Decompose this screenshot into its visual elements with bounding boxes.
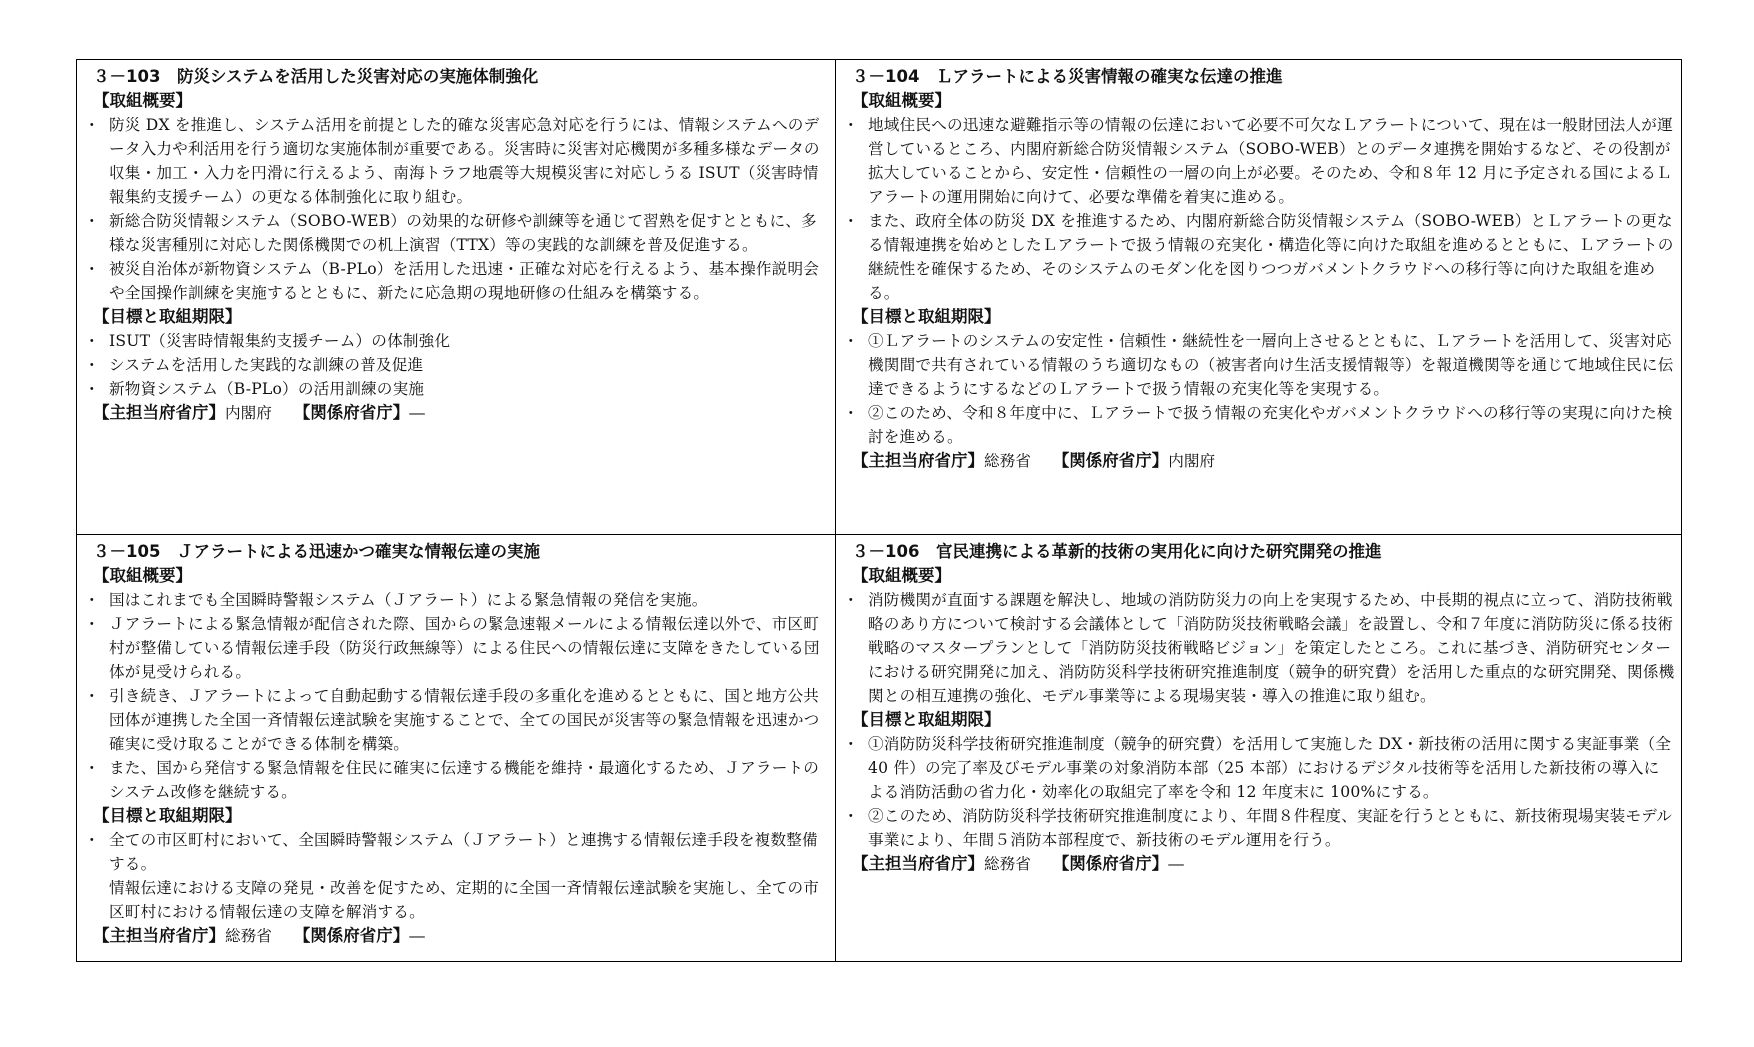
lead-ministry-label: 【主担当府省庁】 [852, 854, 984, 873]
goal-item: ・ ②このため、令和８年度中に、Ｌアラートで扱う情報の充実化やガバメントクラウドへの移行等の実現に向けた検討を進める。 [842, 401, 1675, 449]
overview-item: ・ また、政府全体の防災 DX を推進するため、内閣府新総合防災情報システム（SOBO-WEB）とＬアラートの更なる情報連携を始めとしたＬアラートで扱う情報の充実化・構造化等に向けた取組を進めるとともに、Ｌアラートの継続性を確保するため、そのシステムのモダン化を図りつつガバメントクラウドへの移行等に向けた取組を進める。 [842, 209, 1675, 305]
goals-heading: 【目標と取組期限】 [852, 307, 1001, 326]
lead-ministry-value: 内閣府 [225, 404, 272, 422]
lead-ministry-label: 【主担当府省庁】 [93, 403, 225, 422]
bullet-icon: ・ [84, 116, 100, 134]
bullet-icon: ・ [843, 404, 859, 422]
related-ministry-value: ― [1168, 855, 1184, 873]
bullet-icon: ・ [84, 212, 100, 230]
related-ministry-label: 【関係府省庁】 [1052, 854, 1169, 873]
related-ministry-value: ― [409, 927, 425, 945]
table-row [77, 60, 1682, 535]
bullet-icon: ・ [84, 260, 100, 278]
goals-heading: 【目標と取組期限】 [852, 710, 1001, 729]
overview-item: ・ また、国から発信する緊急情報を住民に確実に伝達する機能を維持・最適化するため、Ｊアラートのシステム改修を継続する。 [83, 756, 829, 804]
section-title: ３－104 Ｌアラートによる災害情報の確実な伝達の推進 [852, 67, 1283, 86]
lead-ministry-value: 総務省 [984, 452, 1031, 470]
overview-heading: 【取組概要】 [93, 91, 192, 110]
policy-cell-3-103 [77, 60, 836, 535]
goal-item: ・ ①Ｌアラートのシステムの安定性・信頼性・継続性を一層向上させるとともに、Ｌアラートを活用して、災害対応機関間で共有されている情報のうち適切なもの（被害者向け生活支援情報等）を報道機関等を通じて地域住民に伝達できるようにするなどのＬアラートで扱う情報の充実化等を実現する。 [842, 329, 1675, 401]
bullet-icon: ・ [84, 380, 100, 398]
bullet-icon: ・ [84, 332, 100, 350]
ministry-line [842, 449, 1675, 473]
ministry-line [83, 401, 829, 425]
table-row [77, 535, 1682, 962]
bullet-icon: ・ [843, 332, 859, 350]
bullet-icon: ・ [84, 759, 100, 777]
overview-item: ・ 被災自治体が新物資システム（B-PLo）を活用した迅速・正確な対応を行えるよう、基本操作説明会や全国操作訓練を実施するとともに、新たに応急期の現地研修の仕組みを構築する。 [83, 257, 829, 305]
ministry-line [842, 852, 1675, 876]
overview-heading: 【取組概要】 [852, 566, 951, 585]
policy-cell-3-106 [836, 535, 1682, 962]
section-title: ３－106 官民連携による革新的技術の実用化に向けた研究開発の推進 [852, 542, 1382, 561]
goal-continuation-text: 情報伝達における支障の発見・改善を促すため、定期的に全国一斉情報伝達試験を実施し、全ての市区町村における情報伝達の支障を解消する。 [109, 879, 820, 921]
policy-cell-3-104 [836, 60, 1682, 535]
goal-item: ・ 全ての市区町村において、全国瞬時警報システム（Ｊアラート）と連携する情報伝達手段を複数整備する。 [83, 828, 829, 876]
policy-table-page [76, 59, 1681, 962]
bullet-icon: ・ [843, 735, 859, 753]
overview-heading: 【取組概要】 [852, 91, 951, 110]
section-title: ３－105 Ｊアラートによる迅速かつ確実な情報伝達の実施 [93, 542, 540, 561]
goal-item: ・ ISUT（災害時情報集約支援チーム）の体制強化 [83, 329, 829, 353]
section-title: ３－103 防災システムを活用した災害対応の実施体制強化 [93, 67, 539, 86]
goal-item: ・ ①消防防災科学技術研究推進制度（競争的研究費）を活用して実施した DX・新技術の活用に関する実証事業（全 40 件）の完了率及びモデル事業の対象消防本部（25 本部）におけるデジタル技術等を活用した新技術の導入による消防活動の省力化・効率化の取組完了率を令和 12 年度末に 100%にする。 [842, 732, 1675, 804]
overview-item: ・ 新総合防災情報システム（SOBO-WEB）の効果的な研修や訓練等を通じて習熟を促すとともに、多様な災害種別に対応した関係機関での机上演習（TTX）等の実践的な訓練を普及促進する。 [83, 209, 829, 257]
bullet-icon: ・ [84, 615, 100, 633]
overview-item: ・ 引き続き、Ｊアラートによって自動起動する情報伝達手段の多重化を進めるとともに、国と地方公共団体が連携した全国一斉情報伝達試験を実施することで、全ての国民が災害等の緊急情報を迅速かつ確実に受け取ることができる体制を構築。 [83, 684, 829, 756]
overview-item: ・ 地域住民への迅速な避難指示等の情報の伝達において必要不可欠なＬアラートについて、現在は一般財団法人が運営しているところ、内閣府新総合防災情報システム（SOBO-WEB）とのデータ連携を開始するなど、その役割が拡大していることから、安定性・信頼性の一層の向上が必要。そのため、令和８年 12 月に予定される国によるＬアラートの運用開始に向けて、必要な準備を着実に進める。 [842, 113, 1675, 209]
lead-ministry-label: 【主担当府省庁】 [852, 451, 984, 470]
goal-item: ・ システムを活用した実践的な訓練の普及促進 [83, 353, 829, 377]
goal-item: ・ 新物資システム（B-PLo）の活用訓練の実施 [83, 377, 829, 401]
bullet-icon: ・ [843, 591, 859, 609]
bullet-icon: ・ [84, 591, 100, 609]
overview-item: ・ 国はこれまでも全国瞬時警報システム（Ｊアラート）による緊急情報の発信を実施。 [83, 588, 829, 612]
bullet-icon: ・ [843, 807, 859, 825]
bullet-icon: ・ [843, 116, 859, 134]
overview-item: ・ Ｊアラートによる緊急情報が配信された際、国からの緊急速報メールによる情報伝達以外で、市区町村が整備している情報伝達手段（防災行政無線等）による住民への情報伝達に支障をきたしている団体が見受けられる。 [83, 612, 829, 684]
overview-heading: 【取組概要】 [93, 566, 192, 585]
bullet-icon: ・ [84, 831, 100, 849]
overview-item: ・ 消防機関が直面する課題を解決し、地域の消防防災力の向上を実現するため、中長期的視点に立って、消防技術戦略のあり方について検討する会議体として「消防防災技術戦略会議」を設置し、令和７年度に消防防災に係る技術戦略のマスタープランとして「消防防災技術戦略ビジョン」を策定したところ。これに基づき、消防研究センターにおける研究開発に加え、消防防災科学技術研究推進制度（競争的研究費）を活用した重点的な研究開発、関係機関との相互連携の強化、モデル事業等による現場実装・導入の推進に取り組む。 [842, 588, 1675, 708]
related-ministry-label: 【関係府省庁】 [293, 403, 410, 422]
bullet-icon: ・ [84, 356, 100, 374]
policy-table [76, 59, 1682, 962]
lead-ministry-value: 総務省 [225, 927, 272, 945]
related-ministry-label: 【関係府省庁】 [293, 926, 410, 945]
goals-heading: 【目標と取組期限】 [93, 806, 242, 825]
bullet-icon: ・ [843, 212, 859, 230]
ministry-line [83, 924, 829, 948]
overview-item: ・ 防災 DX を推進し、システム活用を前提とした的確な災害応急対応を行うには、情報システムへのデータ入力や利活用を行う適切な実施体制が重要である。災害時に災害対応機関が多種多様なデータの収集・加工・入力を円滑に行えるよう、南海トラフ地震等大規模災害に対応しうる ISUT（災害時情報集約支援チーム）の更なる体制強化に取り組む。 [83, 113, 829, 209]
related-ministry-value: ― [409, 404, 425, 422]
related-ministry-label: 【関係府省庁】 [1052, 451, 1169, 470]
related-ministry-value: 内閣府 [1168, 452, 1216, 470]
lead-ministry-label: 【主担当府省庁】 [93, 926, 225, 945]
goals-heading: 【目標と取組期限】 [93, 307, 242, 326]
lead-ministry-value: 総務省 [984, 855, 1031, 873]
goal-item: ・ ②このため、消防防災科学技術研究推進制度により、年間８件程度、実証を行うとともに、新技術現場実装モデル事業により、年間５消防本部程度で、新技術のモデル運用を行う。 [842, 804, 1675, 852]
policy-cell-3-105 [77, 535, 836, 962]
bullet-icon: ・ [84, 687, 100, 705]
